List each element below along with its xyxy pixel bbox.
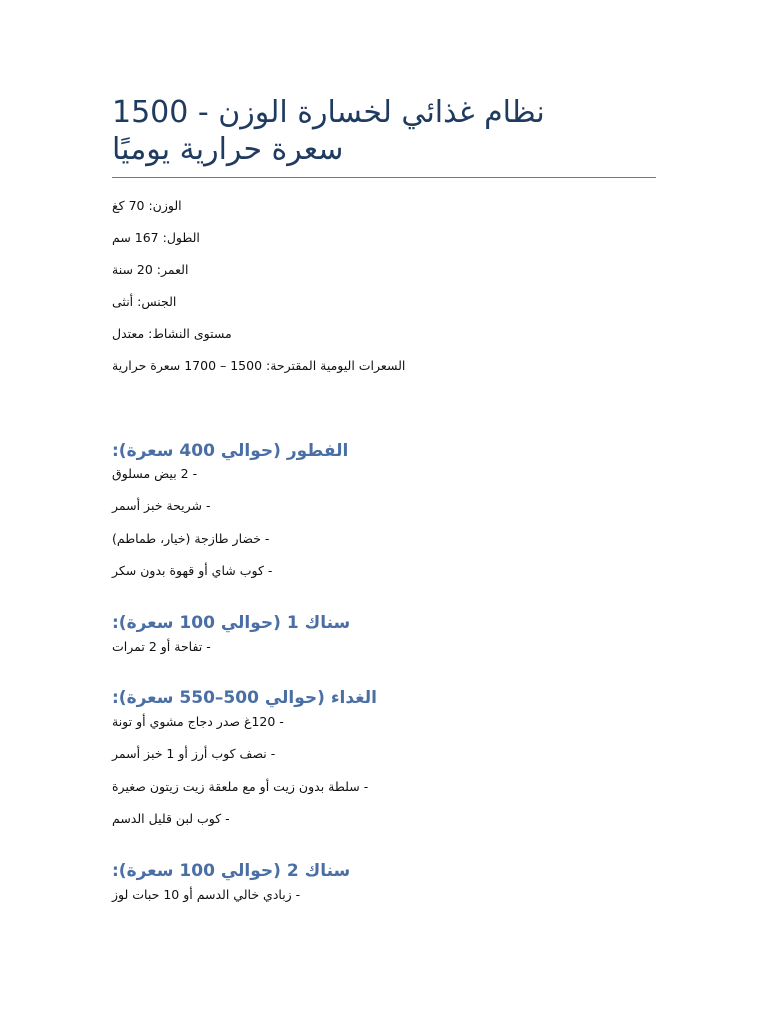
meal-heading-breakfast: الفطور (حوالي 400 سعرة): [112,441,349,461]
profile-gender: الجنس: أنثى [112,294,177,309]
meal-heading-snack-1: سناك 1 (حوالي 100 سعرة): [112,613,351,633]
meal-item: - زبادي خالي الدسم أو 10 حبات لوز [112,887,301,902]
meal-heading-snack-2: سناك 2 (حوالي 100 سعرة): [112,861,351,881]
meal-item: - نصف كوب أرز أو 1 خبز أسمر [112,746,276,761]
meal-item: - تفاحة أو 2 تمرات [112,639,211,654]
meal-item: - خضار طازجة (خيار، طماطم) [112,531,270,546]
profile-calories: السعرات اليومية المقترحة: 1500 – 1700 سعرة حرارية [112,358,406,373]
page-title [112,94,656,168]
meal-item: - كوب شاي أو قهوة بدون سكر [112,563,273,578]
title-line-1: نظام غذائي لخسارة الوزن - 1500 [112,95,545,130]
meal-item: - شريحة خبز أسمر [112,498,211,513]
profile-activity: مستوى النشاط: معتدل [112,326,232,341]
profile-weight: الوزن: 70 كغ [112,198,182,213]
meal-item: - 120غ صدر دجاج مشوي أو تونة [112,714,284,729]
profile-age: العمر: 20 سنة [112,262,189,277]
title-line-2: سعرة حرارية يوميًا [112,132,344,167]
meal-item: - كوب لبن قليل الدسم [112,811,230,826]
title-underline [112,177,656,178]
meal-item: - سلطة بدون زيت أو مع ملعقة زيت زيتون صغيرة [112,779,369,794]
meal-item: - 2 بيض مسلوق [112,466,198,481]
profile-height: الطول: 167 سم [112,230,200,245]
meal-heading-lunch: الغداء (حوالي 500–550 سعرة): [112,688,377,708]
